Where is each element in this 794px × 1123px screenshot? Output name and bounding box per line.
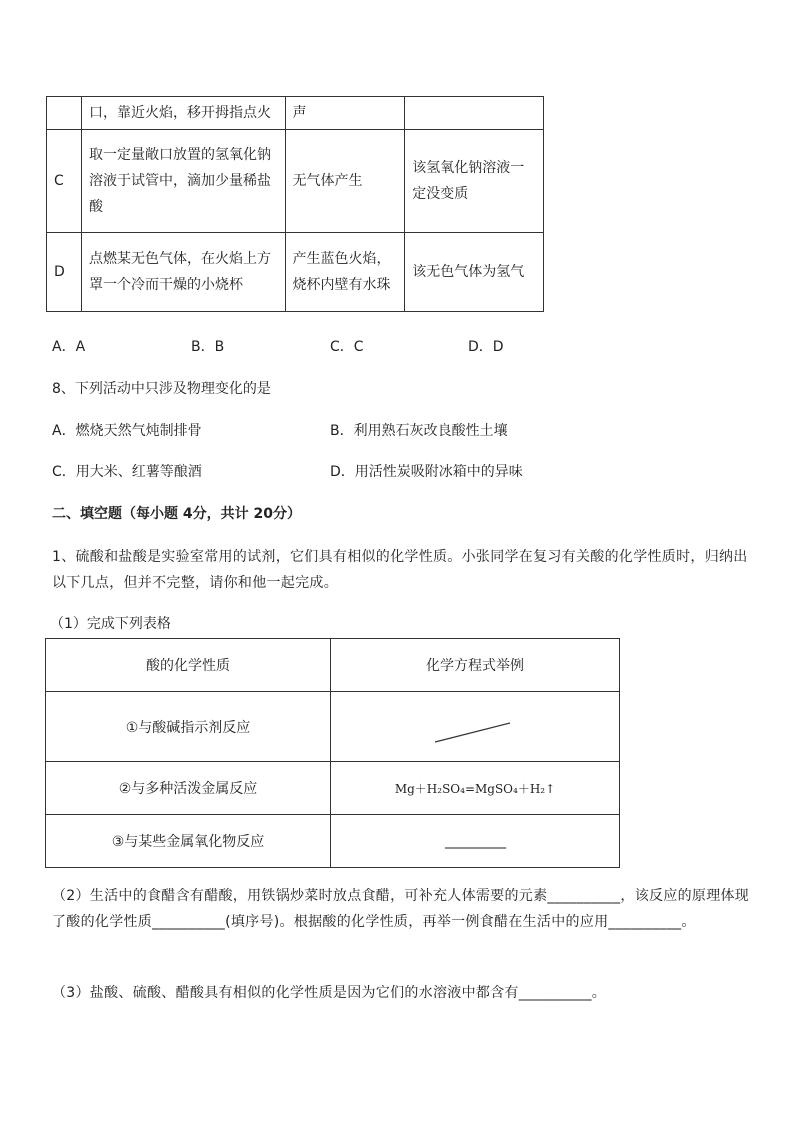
conclusion-cell: 该氢氧化钠溶液一定没变质 <box>405 130 544 233</box>
q1-sub3: （3）盐酸、硫酸、醋酸具有相似的化学性质是因为它们的水溶液中都含有__________。 <box>52 985 607 1001</box>
conclusion-cell: 该无色气体为氢气 <box>405 233 544 312</box>
q1-sub1: （1）完成下列表格 <box>50 616 171 632</box>
q7-option-d: D．D <box>468 339 504 355</box>
property-cell: ①与酸碱指示剂反应 <box>46 692 331 762</box>
q7-option-a: A．A <box>52 339 86 355</box>
table-row <box>47 233 544 312</box>
row-label: C <box>47 130 82 233</box>
phenomenon-cell: 产生蓝色火焰，烧杯内壁有水珠 <box>285 233 405 312</box>
q8-option-c: C．用大米、红薯等酿酒 <box>52 464 202 480</box>
example-cell: Mg＋H₂SO₄=MgSO₄＋H₂↑ <box>331 762 620 815</box>
row-label <box>47 97 82 130</box>
header-property: 酸的化学性质 <box>46 639 331 692</box>
property-cell: ②与多种活泼金属反应 <box>46 762 331 815</box>
operation-cell: 取一定量敞口放置的氢氧化钠溶液于试管中，滴加少量稀盐酸 <box>81 130 285 233</box>
phenomenon-cell: 声 <box>285 97 405 130</box>
q8-option-b: B．利用熟石灰改良酸性土壤 <box>330 423 508 439</box>
phenomenon-cell: 无气体产生 <box>285 130 405 233</box>
example-blank-cell: __________ <box>331 815 620 868</box>
header-example: 化学方程式举例 <box>331 639 620 692</box>
table-row <box>46 692 620 762</box>
q8-stem: 8、下列活动中只涉及物理变化的是 <box>52 381 271 397</box>
q7-option-b: B．B <box>191 339 225 355</box>
operation-cell: 口，靠近火焰，移开拇指点火 <box>81 97 285 130</box>
q1-intro: 1、硫酸和盐酸是实验室常用的试剂，它们具有相似的化学性质。小张同学在复习有关酸的化学性质时，归纳出以下几点，但并不完整，请你和他一起完成。 <box>52 549 748 591</box>
table-row <box>46 815 620 868</box>
q8-option-d: D．用活性炭吸附冰箱中的异味 <box>330 464 523 480</box>
operation-cell: 点燃某无色气体，在火焰上方罩一个冷而干燥的小烧杯 <box>81 233 285 312</box>
conclusion-cell <box>405 97 544 130</box>
q1-sub2: （2）生活中的食醋含有醋酸，用铁锅炒菜时放点食醋，可补充人体需要的元素__________，该反应的原理体现了酸的化学性质__________(填序号)。根据酸的化学性质，再举一例食醋在生活中的应用__________。 <box>52 888 750 930</box>
table-header-row <box>46 639 620 692</box>
row-label: D <box>47 233 82 312</box>
table-row <box>47 130 544 233</box>
property-cell: ③与某些金属氧化物反应 <box>46 815 331 868</box>
q8-option-a: A．燃烧天然气炖制排骨 <box>52 423 202 439</box>
q7-option-c: C．C <box>330 339 364 355</box>
example-cell <box>331 692 620 762</box>
section-heading: 二、填空题（每小题 4分，共计 20分） <box>52 506 301 522</box>
table-row <box>47 97 544 130</box>
acid-properties-table <box>45 638 620 868</box>
experiment-table <box>46 96 544 312</box>
slash-line-icon <box>331 692 619 761</box>
table-row <box>46 762 620 815</box>
